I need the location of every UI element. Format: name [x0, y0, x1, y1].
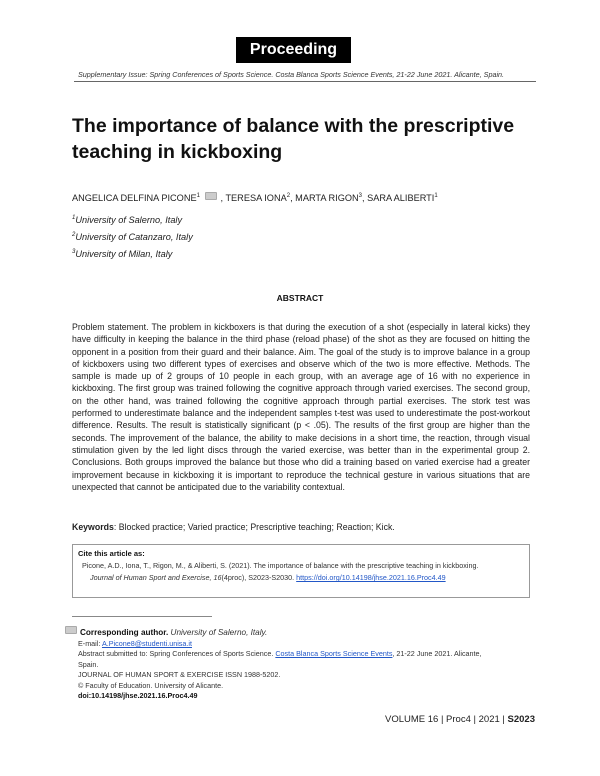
copyright: © Faculty of Education. University of Alicante. — [78, 680, 224, 690]
envelope-icon — [65, 626, 77, 634]
affiliations — [72, 211, 193, 262]
citation-heading: Cite this article as: — [78, 549, 145, 558]
page-footer — [360, 714, 535, 725]
footnote-divider — [72, 616, 212, 617]
envelope-icon[interactable] — [205, 192, 217, 200]
journal-issn: JOURNAL OF HUMAN SPORT & EXERCISE ISSN 1988-5202. — [78, 670, 281, 679]
footer-volume: VOLUME 16 | Proc4 | 2021 | — [384, 714, 508, 725]
author-name: SARA ALIBERTI — [367, 193, 435, 203]
submitted-tail: Spain. — [78, 659, 99, 669]
author-name: ANGELICA DELFINA PICONE — [72, 193, 197, 203]
corresponding-label: Corresponding author. — [80, 628, 169, 637]
page-number: S2023 — [507, 714, 535, 725]
author-sup: 1 — [434, 192, 438, 199]
author-sup: 2 — [286, 192, 291, 199]
affiliation — [72, 211, 193, 228]
citation-journal: Journal of Human Sport and Exercise, 16 — [90, 573, 222, 582]
event-link[interactable]: Costa Blanca Sports Science Events — [275, 649, 393, 658]
abstract-body: Problem statement. The problem in kickboxers is that during the execution of a shot (especially in lateral kicks) they have difficulty in keeping the balance in the third phase (reload phase) of the shot as they are focused on hitting the opponent in a position from their guard and their balance. Aim. The goal of the study is to improve balance in a group of kickboxers using two different types of exercises and observe which of the two is more effective. Methods. The sample is made up of 2 groups of 10 people in each group, with an average age of 16 with no experience in kickboxing. The first group was trained following the cognitive approach through varied exercises. The second group, on the other hand, was trained following the cognitive approach through partial exercises. The stork test was performed to underestimate balance and the independent samples t-test was used to underestimate the post-workout difference. Results. The result is statistically significant (p < .05). The results of the first group are higher than the seconds. The improvement of the balance, the ability to make decisions in a short time, the reaction, through visual stimulation given by the led light discs through the varied exercise, was better than in the experimental group 2. Conclusions. Both groups improved the balance but those who did a training based on varied exercise had a greater improvement because in kickboxing it is important to reproduce the technical gesture in various situations that are unexpected that cannot be anticipated due to the variability contextual. — [72, 322, 530, 492]
author-list: ANGELICA DELFINA PICONE$^1$ , TERESA IONA$^2$, MARTA RIGON$^3$, SARA ALIBERTI$^1$ — [72, 192, 438, 203]
corresponding-affiliation: University of Salerno, Italy. — [168, 628, 268, 637]
citation-pages: (4proc), S2023-S2030. — [221, 573, 297, 582]
doi: doi:10.14198/jhse.2021.16.Proc4.49 — [78, 691, 198, 700]
affiliation-text: University of Salerno, Italy — [75, 215, 183, 226]
author-name: MARTA RIGON — [295, 193, 359, 203]
affiliation — [72, 245, 193, 262]
author-name: TERESA IONA — [225, 193, 287, 203]
citation-reference: Picone, A.D., Iona, T., Rigon, M., & Aliberti, S. (2021). The importance of balance with the prescriptive teaching in kickboxing. — [82, 561, 479, 570]
citation-doi-link[interactable]: https://doi.org/10.14198/jhse.2021.16.Proc4.49 — [296, 573, 446, 582]
abstract-heading: ABSTRACT — [276, 293, 324, 303]
supplementary-issue-line: Supplementary Issue: Spring Conferences of Sports Science. Costa Blanca Sports Science Events, 21-22 June 2021. Alicante, Spain. — [78, 70, 505, 79]
affiliation-text: University of Catanzaro, Italy — [75, 232, 193, 243]
email-label: E-mail: — [78, 638, 102, 648]
keywords-text: : Blocked practice; Varied practice; Prescriptive teaching; Reaction; Kick. — [113, 522, 395, 532]
email-link[interactable]: A.Picone8@studenti.unisa.it — [101, 638, 192, 648]
citation-text — [82, 560, 522, 584]
affiliation — [72, 228, 193, 245]
article-title: The importance of balance with the prescriptive teaching in kickboxing — [72, 115, 515, 163]
section-tag: Proceeding — [236, 37, 351, 63]
affiliation-text: University of Milan, Italy — [75, 249, 173, 260]
keywords-label: Keywords — [72, 522, 114, 532]
keywords — [72, 522, 530, 532]
affiliation-sup: 1 — [72, 215, 76, 221]
submitted-suffix: , 21-22 June 2021. Alicante, — [392, 649, 482, 658]
affiliation-sup: 3 — [72, 249, 76, 256]
header-divider — [74, 81, 536, 82]
submitted-prefix: Abstract submitted to: Spring Conferences of Sports Science. — [78, 649, 276, 658]
corresponding-author-block — [62, 626, 532, 702]
author-sup: 1 — [196, 192, 200, 199]
affiliation-sup: 2 — [72, 232, 76, 239]
author-sup: 3 — [358, 192, 362, 199]
